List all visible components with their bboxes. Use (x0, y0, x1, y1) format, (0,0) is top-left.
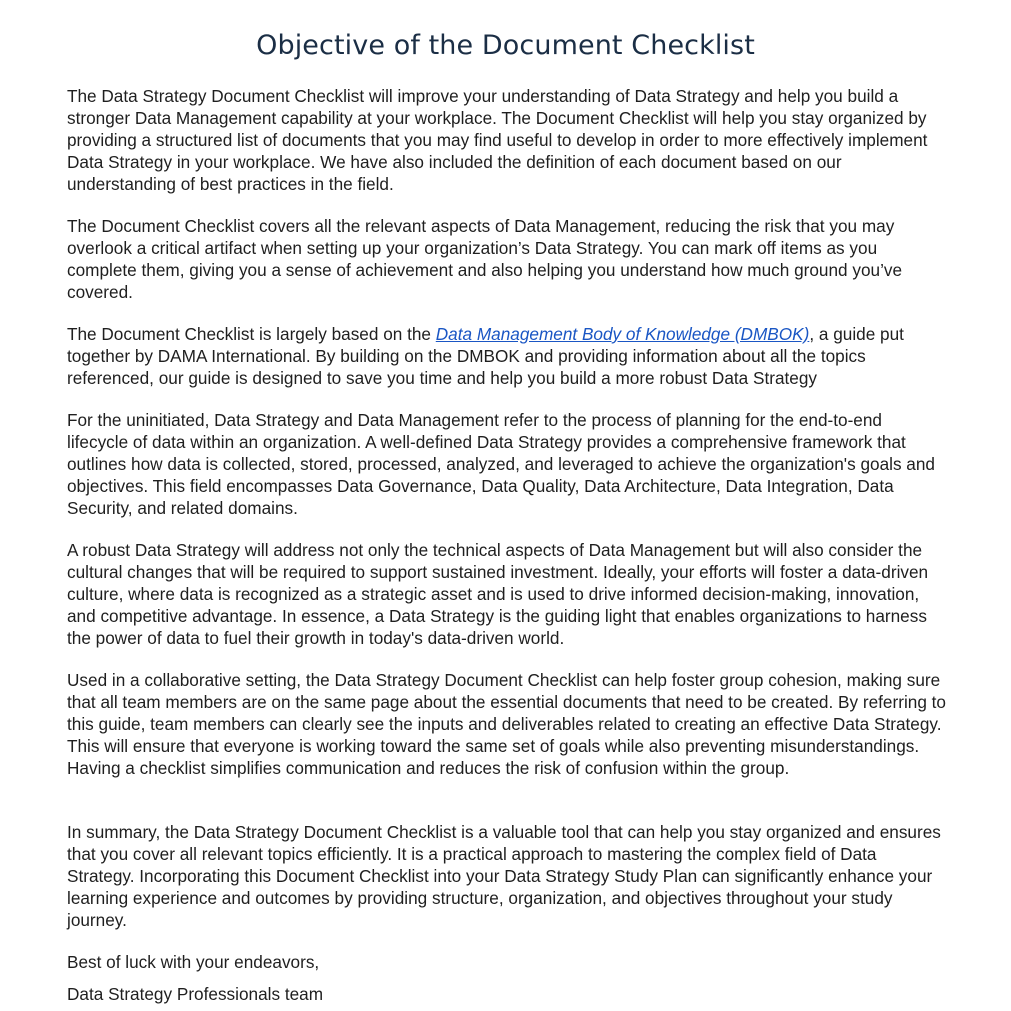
page-title: Objective of the Document Checklist (256, 30, 755, 61)
paragraph-coverage: The Document Checklist covers all the relevant aspects of Data Management, reducing the risk that you may overlook a critical artifact when setting up your organization’s Data Strategy. You can mark off items as you complete them, giving you a sense of achievement and also helping you understand how much ground you’ve covered. (67, 216, 903, 302)
signoff-line: Data Strategy Professionals team (67, 984, 324, 1004)
paragraph-intro: The Data Strategy Document Checklist will improve your understanding of Data Strategy and help you build a stronger Data Management capability at your workplace. The Document Checklist will help you stay organized by providing a structured list of documents that you may find useful to develop in order to more effectively implement Data Strategy in your workplace. We have also included the definition of each document based on our understanding of best practices in the field. (67, 86, 928, 194)
paragraph-collaboration: Used in a collaborative setting, the Data Strategy Document Checklist can help foster group cohesion, making sure that all team members are on the same page about the essential documents that need to be created. By referring to this guide, team members can clearly see the inputs and deliverables related to creating an effective Data Strategy. This will ensure that everyone is working toward the same set of goals while also preventing misunderstandings. Having a checklist simplifies communication and reduces the risk of confusion within the group. (67, 670, 946, 778)
paragraph-dmbok-tail: , a guide put together by DAMA International. By building on the DMBOK and providing information about all the topics referenced, our guide is designed to save you time and help you build a more robust Data Strategy (67, 324, 904, 388)
paragraph-dmbok-lead: The Document Checklist is largely based on the (67, 324, 436, 344)
closing-line: Best of luck with your endeavors, (67, 952, 320, 972)
paragraph-definition: For the uninitiated, Data Strategy and Data Management refer to the process of planning for the end-to-end lifecycle of data within an organization. A well-defined Data Strategy provides a comprehensive framework that outlines how data is collected, stored, processed, analyzed, and leveraged to achieve the organization's goals and objectives. This field encompasses Data Governance, Data Quality, Data Architecture, Data Integration, Data Security, and related domains. (67, 410, 935, 518)
dmbok-link[interactable]: Data Management Body of Knowledge (DMBOK) (435, 324, 810, 344)
paragraph-culture: A robust Data Strategy will address not only the technical aspects of Data Management but will also consider the cultural changes that will be required to support sustained investment. Ideally, your efforts will foster a data-driven culture, where data is recognized as a strategic asset and is used to drive informed decision-making, innovation, and competitive advantage. In essence, a Data Strategy is the guiding light that enables organizations to harness the power of data to fuel their growth in today's data-driven world. (67, 540, 929, 648)
paragraph-summary: In summary, the Data Strategy Document Checklist is a valuable tool that can help you stay organized and ensures that you cover all relevant topics efficiently. It is a practical approach to mastering the complex field of Data Strategy. Incorporating this Document Checklist into your Data Strategy Study Plan can significantly enhance your learning experience and outcomes by providing structure, organization, and objectives throughout your study journey. (67, 822, 941, 930)
paragraph-dmbok (67, 323, 947, 389)
